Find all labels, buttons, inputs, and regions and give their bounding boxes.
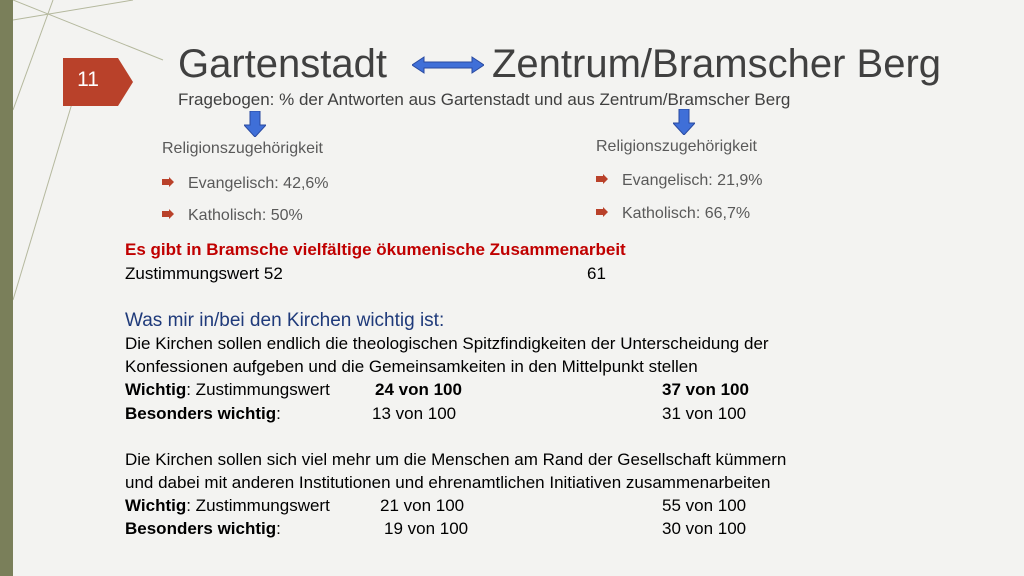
left-item-label: Katholisch: 50% bbox=[188, 207, 303, 224]
right-list-item bbox=[596, 172, 763, 190]
wichtig-label: Wichtig bbox=[125, 496, 187, 515]
block2-besonders-right: 30 von 100 bbox=[662, 519, 747, 538]
besonders-colon: : bbox=[276, 404, 281, 423]
arrow-bullet-icon bbox=[162, 177, 174, 187]
left-religion-heading: Religionszugehörigkeit bbox=[162, 140, 323, 157]
block1-besonders-left: 13 von 100 bbox=[372, 404, 457, 423]
arrow-bullet-icon bbox=[162, 209, 174, 219]
oekumene-label: Zustimmungswert 52 bbox=[125, 264, 283, 283]
kirchen-heading: Was mir in/bei den Kirchen wichtig ist: bbox=[125, 310, 445, 331]
block2-besonders bbox=[125, 519, 281, 539]
down-arrow-icon bbox=[244, 111, 266, 137]
besonders-label: Besonders wichtig bbox=[125, 404, 277, 423]
oekumene-value-right: 61 bbox=[587, 264, 606, 283]
block2-besonders-left: 19 von 100 bbox=[384, 519, 469, 538]
right-list-item bbox=[596, 205, 750, 223]
block2-wichtig-right: 55 von 100 bbox=[662, 496, 747, 515]
wichtig-label: Wichtig bbox=[125, 380, 187, 399]
wichtig-text: : Zustimmungswert bbox=[186, 380, 330, 399]
left-list-item bbox=[162, 175, 329, 193]
block2-wichtig-left: 21 von 100 bbox=[380, 496, 465, 515]
left-item-label: Evangelisch: 42,6% bbox=[188, 175, 329, 192]
arrow-bullet-icon bbox=[596, 174, 608, 184]
block1-besonders-right: 31 von 100 bbox=[662, 404, 747, 423]
oekumene-statement: Es gibt in Bramsche vielfältige ökumenische Zusammenarbeit bbox=[125, 240, 626, 259]
slide-number: 11 bbox=[77, 68, 99, 91]
title-left: Gartenstadt bbox=[178, 42, 388, 86]
right-item-label: Evangelisch: 21,9% bbox=[622, 172, 763, 189]
block2-wichtig bbox=[125, 496, 330, 516]
besonders-colon: : bbox=[276, 519, 281, 538]
subtitle: Fragebogen: % der Antworten aus Gartenstadt und aus Zentrum/Bramscher Berg bbox=[178, 90, 791, 109]
title-right: Zentrum/Bramscher Berg bbox=[492, 42, 942, 86]
down-arrow-icon bbox=[673, 109, 695, 135]
block1-besonders bbox=[125, 404, 281, 424]
besonders-label: Besonders wichtig bbox=[125, 519, 277, 538]
block1-wichtig-right bbox=[662, 380, 749, 400]
block1-wichtig-left bbox=[375, 380, 462, 400]
block2-line2: und dabei mit anderen Institutionen und ehrenamtlichen Initiativen zusammenarbeiten bbox=[125, 473, 771, 492]
right-religion-heading: Religionszugehörigkeit bbox=[596, 138, 757, 155]
block1-line2: Konfessionen aufgeben und die Gemeinsamkeiten in den Mittelpunkt stellen bbox=[125, 357, 698, 376]
block1-wichtig bbox=[125, 380, 330, 400]
left-decor-bar bbox=[0, 0, 13, 576]
double-arrow-icon bbox=[412, 55, 484, 75]
block1-line1: Die Kirchen sollen endlich die theologischen Spitzfindigkeiten der Unterscheidung der bbox=[125, 334, 769, 353]
arrow-bullet-icon bbox=[596, 207, 608, 217]
right-item-label: Katholisch: 66,7% bbox=[622, 205, 751, 222]
block2-line1: Die Kirchen sollen sich viel mehr um die Menschen am Rand der Gesellschaft kümmern bbox=[125, 450, 787, 469]
value-bold: 24 von 100 bbox=[375, 380, 462, 399]
value-bold: 37 von 100 bbox=[662, 380, 749, 399]
wichtig-text: : Zustimmungswert bbox=[186, 496, 330, 515]
left-list-item bbox=[162, 207, 303, 225]
